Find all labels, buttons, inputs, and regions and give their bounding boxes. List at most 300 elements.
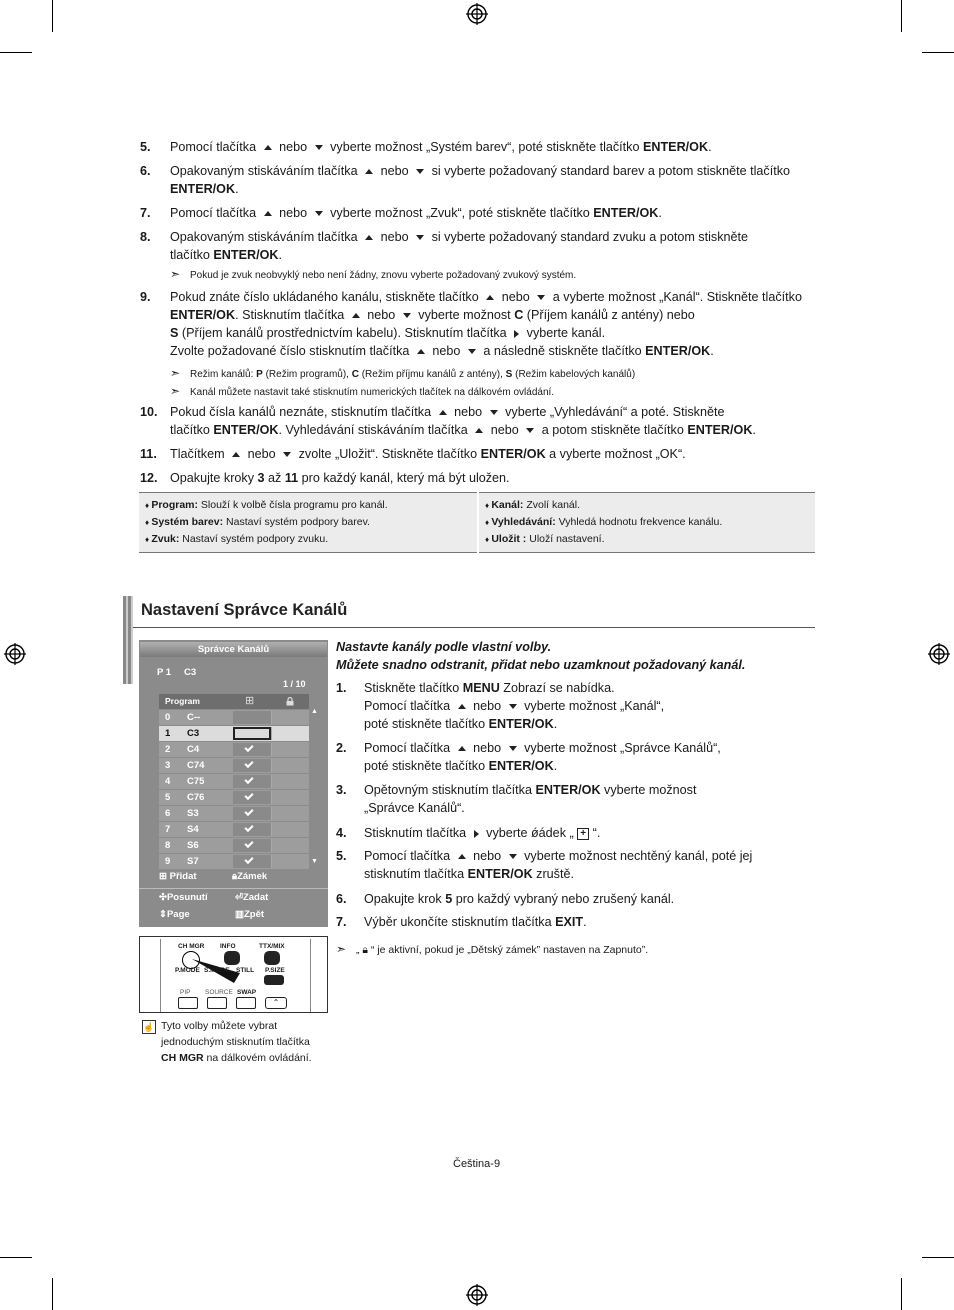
text: a potom stiskněte tlačítko (538, 423, 688, 437)
step-body (170, 228, 748, 264)
channel-name: C74 (187, 760, 205, 771)
step-line (364, 679, 664, 697)
info-term: Uložit : (491, 533, 527, 545)
remote-note-line: Tyto volby můžete vybrat (161, 1020, 278, 1032)
remote-label: STILL (236, 967, 255, 974)
text: vyberte ǿádek „ (482, 826, 578, 840)
step-line (170, 162, 790, 180)
step-line (364, 781, 696, 799)
tv-channel-row (159, 726, 309, 741)
text: vyberte kanál. (523, 326, 606, 340)
lock-cell (271, 807, 310, 820)
bold-text: ENTER/OK (687, 423, 753, 437)
bold-text: ENTER/OK (535, 783, 601, 797)
bullet-icon: ♦ (145, 501, 152, 510)
text: Stiskněte tlačítko (364, 681, 463, 695)
info-term: Kanál: (491, 499, 524, 511)
up-arrow-icon (264, 145, 272, 150)
lock-cell (271, 743, 310, 756)
text: . Stisknutím tlačítka (235, 308, 348, 322)
down-arrow-icon (468, 349, 476, 354)
text: a vyberte možnost „OK“. (545, 447, 686, 461)
info-item (485, 531, 809, 548)
text: Pomocí tlačítka (364, 849, 454, 863)
text: Zvolte požadované číslo stisknutím tlačítka (170, 344, 413, 358)
step-number: 11. (140, 447, 157, 461)
crop-mark (0, 52, 32, 53)
up-arrow-icon (458, 746, 466, 751)
text: (Příjem kanálů z antény) nebo (523, 308, 695, 322)
bullet-icon: ♦ (145, 535, 152, 544)
add-icon: ⊞ (245, 695, 255, 707)
channel-name: C-- (187, 712, 201, 723)
channel-name: S6 (187, 840, 199, 851)
text: Zobrazí se nabídka. (499, 681, 615, 695)
text: si vyberte požadovaný standard zvuku a potom stiskněte (428, 230, 749, 244)
step-line (364, 824, 600, 842)
down-arrow-icon (315, 145, 323, 150)
text: Pokud čísla kanálů neznáte, stisknutím tlačítka (170, 405, 435, 419)
text: nebo (244, 447, 280, 461)
text: Pomocí tlačítka (364, 699, 454, 713)
step-line (364, 739, 721, 757)
remote-button (178, 997, 198, 1009)
tv-page-indicator: 1 / 10 (283, 679, 306, 689)
step-line (170, 138, 712, 156)
remote-button (264, 951, 280, 965)
tv-channel-row (159, 710, 309, 725)
note-arrow-icon: ➣ (336, 942, 347, 956)
crop-mark (922, 52, 954, 53)
add-cell (233, 711, 271, 724)
tv-legend-add (159, 871, 197, 882)
add-icon: ⊞ (159, 871, 167, 882)
bold-text: ENTER/OK (645, 344, 711, 358)
text: Opakujte kroky (170, 471, 258, 485)
lock-note-prefix: „ (356, 944, 363, 956)
info-term: Systém barev: (151, 516, 224, 528)
remote-note-end: na dálkovém ovládání. (203, 1052, 312, 1064)
crop-mark (922, 1257, 954, 1258)
bold-text: ENTER/OK (488, 717, 554, 731)
down-arrow-icon (283, 452, 291, 457)
channel-name: S4 (187, 824, 199, 835)
step-body (170, 204, 662, 222)
text: . (235, 182, 239, 196)
tv-current-channel: C3 (184, 667, 197, 678)
channel-number: 7 (165, 824, 171, 835)
tv-column-header (159, 694, 309, 709)
down-arrow-icon (509, 854, 517, 859)
info-desc: Uloží nastavení. (526, 533, 605, 545)
bullet-icon: ♦ (145, 518, 152, 527)
bullet-icon: ♦ (485, 501, 492, 510)
text: nebo (469, 741, 505, 755)
remote-button (264, 975, 284, 985)
down-arrow-icon (315, 211, 323, 216)
tv-divider (139, 888, 328, 889)
info-table-left (139, 493, 478, 553)
tv-channel-row (159, 822, 309, 837)
text: Pomocí tlačítka (170, 206, 260, 220)
crop-mark (52, 1278, 53, 1310)
info-item (485, 497, 809, 514)
legend-add-label: Přidat (169, 871, 197, 882)
text: . (553, 759, 558, 773)
step-body (170, 445, 686, 463)
channel-name: S3 (187, 808, 199, 819)
crop-mark (0, 1257, 32, 1258)
section-bar (123, 596, 133, 684)
step-body (364, 913, 587, 931)
step-number: 6. (140, 164, 151, 178)
registration-mark-icon (466, 3, 488, 25)
remote-label: P.MODE (175, 967, 200, 974)
text: “. (589, 826, 601, 840)
info-item (485, 514, 809, 531)
down-arrow-icon (509, 704, 517, 709)
text: nebo (275, 140, 311, 154)
info-desc: Nastaví systém podpory zvuku. (179, 533, 329, 545)
info-table (139, 492, 815, 553)
remote-button (236, 997, 256, 1009)
down-arrow-icon (403, 313, 411, 318)
info-desc: Slouží k volbě čísla programu pro kanál. (198, 499, 388, 511)
step-body (170, 403, 756, 439)
up-arrow-icon (458, 854, 466, 859)
step-number: 4. (336, 826, 347, 840)
tv-channel-row (159, 838, 309, 853)
step-line (170, 342, 802, 360)
crop-mark (901, 0, 902, 32)
info-desc: Nastaví systém podpory barev. (223, 516, 370, 528)
remote-label: PIP (180, 989, 191, 996)
text: vyberte možnost „Kanál“, (520, 699, 665, 713)
channel-number: 1 (165, 728, 171, 739)
text: nebo (275, 206, 311, 220)
text: nebo (450, 405, 486, 419)
channel-number: 2 (165, 744, 171, 755)
tv-channel-row (159, 774, 309, 789)
text: stisknutím tlačítka (364, 867, 468, 881)
lock-cell (271, 855, 310, 868)
text: Opakovaným stiskáváním tlačítka (170, 230, 362, 244)
text: (Příjem kanálů prostřednictvím kabelu). Stisknutím tlačítka (178, 326, 511, 340)
lock-note (336, 940, 648, 959)
step-line (170, 204, 662, 222)
back-icon: ▥ (235, 909, 244, 920)
crop-mark (901, 1278, 902, 1310)
page-footer: Čeština-9 (453, 1158, 501, 1170)
text: Pomocí tlačítka (364, 741, 454, 755)
step-number: 12. (140, 471, 158, 485)
note-numeric (170, 382, 554, 402)
tv-channel-row (159, 758, 309, 773)
mode-c: C (351, 369, 359, 380)
text: . (278, 248, 282, 262)
lock-note-text: “ je aktivní, pokud je „Dětský zámek” nastaven na Zapnuto”. (368, 944, 649, 956)
bold-text: ENTER/OK (593, 206, 659, 220)
note-arrow-icon: ➣ (170, 267, 181, 281)
step-line (170, 306, 802, 324)
channel-name: C75 (187, 776, 205, 787)
step-line (364, 847, 752, 865)
lock-icon (286, 697, 294, 706)
bold-text: ENTER/OK (642, 140, 709, 154)
step-line (170, 403, 756, 421)
text: vyberte možnost „Systém barev“, poté stiskněte tlačítko (326, 140, 643, 154)
channel-number: 8 (165, 840, 171, 851)
lock-cell (271, 711, 310, 724)
text: nebo (498, 290, 534, 304)
step-body (364, 679, 664, 733)
step-line (364, 697, 664, 715)
step-line (170, 180, 790, 198)
bold-text: 11 (284, 471, 299, 485)
step-line (364, 865, 752, 883)
text: vyberte možnost „Správce Kanálů“, (520, 741, 721, 755)
step-number: 7. (140, 206, 151, 220)
step-body (364, 890, 674, 908)
step-number: 8. (140, 230, 151, 244)
text: Stisknutím tlačítka (364, 826, 470, 840)
step-body (170, 469, 510, 487)
up-arrow-icon (475, 428, 483, 433)
scroll-down-icon: ▼ (311, 858, 318, 865)
registration-mark-icon (928, 643, 950, 665)
bold-text: ENTER/OK (170, 182, 236, 196)
text: tlačítko (170, 423, 214, 437)
tv-menu-title: Správce Kanálů (140, 642, 327, 657)
remote-label: SWAP (237, 989, 257, 996)
step-line (170, 324, 802, 342)
tv-menu-screen (139, 640, 328, 927)
channel-number: 5 (165, 792, 171, 803)
note-text: Pokud je zvuk neobvyklý nebo není žádny, znovu vyberte požadovaný zvukový systém. (190, 270, 577, 281)
tv-channel-row (159, 854, 309, 869)
text: . Vyhledávání stiskáváním tlačítka (278, 423, 472, 437)
remote-note-line: jednoduchým stisknutím tlačítka (161, 1036, 310, 1048)
text: pro každý kanál, který má být uložen. (298, 471, 510, 485)
remote-label: SOURCE (205, 989, 233, 996)
scroll-up-icon: ▲ (311, 708, 318, 715)
up-arrow-icon (264, 211, 272, 216)
text: poté stiskněte tlačítko (364, 717, 489, 731)
text: nebo (469, 849, 505, 863)
step-number: 6. (336, 892, 347, 906)
text: poté stiskněte tlačítko (364, 759, 489, 773)
tv-channel-row (159, 742, 309, 757)
text: . (708, 140, 712, 154)
remote-label: CH MGR (178, 943, 205, 950)
up-arrow-icon (365, 235, 373, 240)
step-line (170, 421, 756, 439)
note-arrow-icon: ➣ (170, 366, 181, 380)
crop-mark (52, 0, 53, 32)
channel-number: 9 (165, 856, 171, 867)
text: až (264, 471, 285, 485)
intro-line: Nastavte kanály podle vlastní volby. (336, 640, 552, 654)
text: pro každý vybraný nebo zrušený kanál. (452, 892, 675, 906)
up-arrow-icon: ⌃ (265, 997, 287, 1009)
bold-text: ENTER/OK (467, 867, 533, 881)
down-arrow-icon (416, 235, 424, 240)
tv-channel-row (159, 806, 309, 821)
text: nebo (363, 308, 399, 322)
note-text: Režim kanálů: (190, 369, 257, 380)
text: Pokud znáte číslo ukládaného kanálu, stiskněte tlačítko (170, 290, 483, 304)
nav-enter-label: Zadat (242, 892, 269, 903)
lock-cell (271, 727, 310, 740)
lock-cell (271, 791, 310, 804)
right-arrow-icon (474, 830, 479, 838)
step-line (170, 469, 510, 487)
down-arrow-icon (509, 746, 517, 751)
info-desc: Vyhledá hodnotu frekvence kanálu. (555, 516, 723, 528)
bold-text: MENU (462, 681, 500, 695)
down-arrow-icon (526, 428, 534, 433)
note-text: Kanál můžete nastavit také stisknutím numerických tlačítek na dálkovém ovládání. (190, 387, 555, 398)
step-line (364, 715, 664, 733)
remote-label: S.MODE (204, 967, 230, 974)
channel-number: 3 (165, 760, 171, 771)
info-desc: Zvolí kanál. (523, 499, 581, 511)
lock-cell (271, 775, 310, 788)
text: zvolte „Uložit“. Stiskněte tlačítko (295, 447, 481, 461)
text: nebo (469, 699, 505, 713)
step-line (170, 288, 802, 306)
step-body (364, 824, 600, 842)
mode-s: S (505, 369, 513, 380)
lock-icon: 🔒︎ (362, 944, 369, 956)
text: „Správce Kanálů“. (364, 801, 465, 815)
up-arrow-icon (486, 295, 494, 300)
text: . (752, 423, 756, 437)
step-line (170, 445, 686, 463)
step-line (364, 799, 696, 817)
info-item (145, 497, 471, 514)
note-text: (Režim kabelových kanálů) (512, 369, 636, 380)
step-line (364, 890, 674, 908)
bold-text: ENTER/OK (488, 759, 554, 773)
note-sound (170, 265, 576, 285)
up-arrow-icon (365, 169, 373, 174)
text: nebo (487, 423, 523, 437)
note-arrow-icon: ➣ (170, 384, 181, 398)
text: vyberte možnost (600, 783, 697, 797)
text: . (710, 344, 714, 358)
remote-label: P.SIZE (265, 967, 285, 974)
text: Pomocí tlačítka (170, 140, 260, 154)
step-body (364, 781, 696, 817)
mode-p: P (256, 369, 263, 380)
nav-move-label: Posunutí (166, 892, 208, 903)
channel-name: C76 (187, 792, 205, 803)
up-arrow-icon (458, 704, 466, 709)
bold-text: 3 (257, 471, 265, 485)
step-body (170, 288, 802, 360)
channel-name: C3 (187, 728, 200, 739)
step-body (170, 138, 712, 156)
text: nebo (377, 164, 413, 178)
ch-mgr-label: CH MGR (161, 1052, 204, 1064)
tv-current-program: P 1 (157, 667, 172, 678)
remote-label: TTX/MIX (259, 943, 285, 950)
section-title: Nastavení Správce Kanálů (141, 601, 348, 619)
info-term: Vyhledávání: (491, 516, 556, 528)
info-table-right (478, 493, 815, 553)
intro-line: Můžete snadno odstranit, přidat nebo uzamknout požadovaný kanál. (336, 658, 746, 672)
step-number: 9. (140, 290, 151, 304)
step-number: 10. (140, 405, 158, 419)
text: . (658, 206, 662, 220)
tv-nav-enter (235, 892, 268, 903)
channel-name: S7 (187, 856, 199, 867)
channel-number: 6 (165, 808, 171, 819)
remote-control-figure (139, 936, 328, 1013)
text: vyberte „Vyhledávání“ a poté. Stiskněte (501, 405, 725, 419)
text: si vyberte požadovaný standard barev a potom stiskněte tlačítko (428, 164, 791, 178)
step-line (364, 757, 721, 775)
info-item (145, 514, 471, 531)
text: a následně stiskněte tlačítko (479, 344, 646, 358)
step-number: 5. (140, 140, 151, 154)
bold-text: ENTER/OK (213, 248, 279, 262)
tv-nav-page (159, 909, 190, 920)
step-body (364, 739, 721, 775)
nav-page-label: Page (166, 909, 190, 920)
registration-mark-icon (4, 643, 26, 665)
bullet-icon: ♦ (485, 535, 492, 544)
bold-text: ENTER/OK (213, 423, 279, 437)
step-number: 3. (336, 783, 347, 797)
move-icon: ✣ (159, 892, 167, 903)
note-text: (Režim programů), (262, 369, 352, 380)
info-term: Program: (151, 499, 198, 511)
intro (336, 638, 745, 674)
text: . (553, 717, 558, 731)
text: Opakujte krok (364, 892, 446, 906)
step-number: 2. (336, 741, 347, 755)
channel-number: 0 (165, 712, 171, 723)
step-body (364, 847, 752, 883)
down-arrow-icon (416, 169, 424, 174)
tv-nav-move (159, 892, 208, 903)
text: . (583, 915, 587, 929)
up-arrow-icon (232, 452, 240, 457)
info-item (145, 531, 471, 548)
step-line (170, 246, 748, 264)
right-arrow-icon (514, 330, 519, 338)
tv-channel-row (159, 790, 309, 805)
note-channel-mode (170, 364, 635, 384)
enter-icon: ⏎ (235, 892, 243, 903)
text: vyberte možnost (414, 308, 515, 322)
step-number: 5. (336, 849, 347, 863)
channel-number: 4 (165, 776, 171, 787)
lock-cell (271, 823, 310, 836)
step-body (170, 162, 790, 198)
step-line (364, 913, 587, 931)
text: vyberte možnost „Zvuk“, poté stiskněte tlačítko (326, 206, 594, 220)
note-text: (Režim příjmu kanálů z antény), (358, 369, 506, 380)
bold-text: ENTER/OK (170, 308, 236, 322)
down-arrow-icon (490, 410, 498, 415)
info-term: Zvuk: (151, 533, 180, 545)
text: Tlačítkem (170, 447, 229, 461)
lock-icon: 🔒︎ (232, 871, 238, 882)
bold-text: 5 (445, 892, 453, 906)
